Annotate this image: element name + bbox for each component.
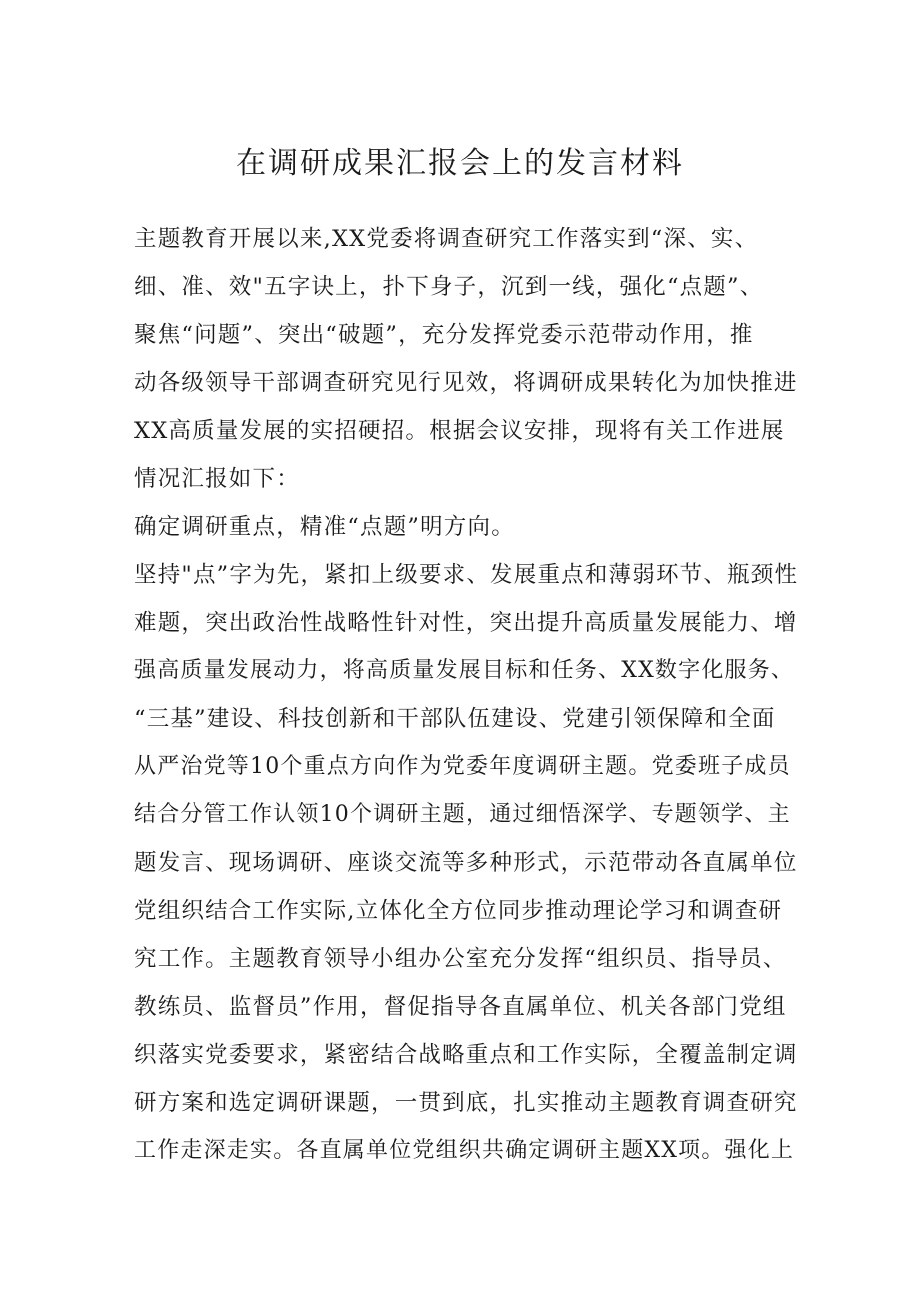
body-line-17: 教练员、监督员”作用，督促指导各直属单位、机关各部门党组 [134,994,787,1020]
document-title: 在调研成果汇报会上的发言材料 [236,146,684,181]
body-line-16: 究工作。主题教育领导小组办公室充分发挥“组织员、指导员、 [134,946,787,972]
body-line-12: 从严治党等10个重点方向作为党委年度调研主题。党委班子成员 [134,754,791,779]
body-line-10: 强高质量发展动力，将高质量发展目标和任务、XX数字化服务、 [134,658,795,683]
body-line-18: 织落实党委要求，紧密结合战略重点和工作实际，全覆盖制定调 [134,1042,798,1068]
body-line-8: 坚持"点”字为先，紧扣上级要求、发展重点和薄弱环节、瓶颈性 [134,562,799,588]
body-line-15: 党组织结合工作实际,立体化全方位同步推动理论学习和调查研 [134,898,783,924]
body-line-1: 主题教育开展以来,XX党委将调查研究工作落实到“深、实、 [134,226,759,252]
body-line-4: 动各级领导干部调查研究见行见效，将调研成果转化为加快推进 [134,370,798,396]
section-heading: 确定调研重点，精准“点题”明方向。 [134,514,515,540]
body-line-20: 工作走深走实。各直属单位党组织共确定调研主题XX项。强化上 [134,1138,795,1163]
body-line-11: “三基”建设、科技创新和干部队伍建设、党建引领保障和全面 [134,706,776,732]
body-line-14: 题发言、现场调研、座谈交流等多种形式，示范带动各直属单位 [134,850,798,876]
body-line-13: 结合分管工作认领10个调研主题，通过细悟深学、专题领学、主 [134,802,791,827]
body-line-6: 情况汇报如下： [134,466,300,492]
body-line-5: XX高质量发展的实招硬招。根据会议安排，现将有关工作进展 [134,418,785,444]
body-line-9: 难题，突出政治性战略性针对性，突出提升高质量发展能力、增 [134,610,798,636]
body-line-19: 研方案和选定调研课题，一贯到底，扎实推动主题教育调查研究 [134,1090,798,1116]
body-line-2: 细、准、效"五字诀上，扑下身子，沉到一线，强化“点题”、 [134,274,764,300]
body-line-3: 聚焦“问题”、突出“破题”，充分发挥党委示范带动作用，推 [134,322,754,348]
